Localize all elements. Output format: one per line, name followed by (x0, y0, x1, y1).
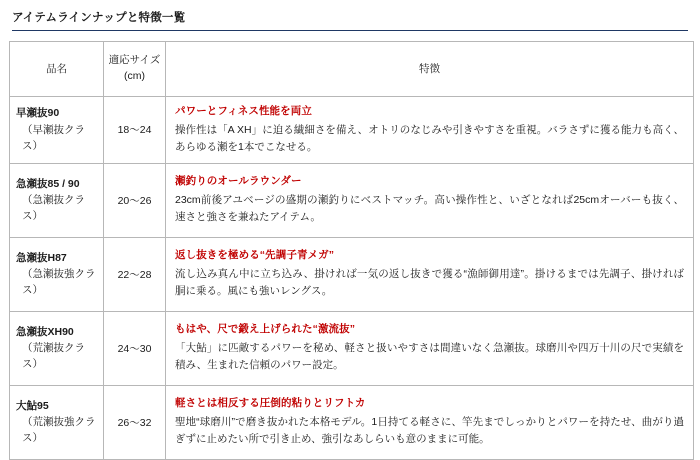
cell-product-name (10, 311, 104, 385)
column-header-size-line1: 適応サイズ (108, 54, 161, 67)
column-header-size (104, 41, 166, 96)
cell-size: 18～24 (104, 96, 166, 163)
title-divider (12, 30, 688, 31)
cell-product-name (10, 237, 104, 311)
product-name: 急瀬抜85 / 90 (16, 177, 80, 190)
cell-size: 20～26 (104, 163, 166, 237)
cell-feature (166, 163, 694, 237)
cell-feature (166, 385, 694, 459)
cell-product-name (10, 385, 104, 459)
table-row (10, 385, 694, 459)
feature-headline: パワーとフィネス性能を両立 (175, 104, 312, 117)
table-row (10, 311, 694, 385)
title-block (8, 10, 692, 35)
product-class: （急瀬抜強クラス） (22, 268, 96, 297)
column-header-name: 品名 (10, 41, 104, 96)
table-row (10, 163, 694, 237)
feature-description: 「大鮎」に匹敵するパワーを秘め、軽さと扱いやすさは間違いなく急瀬抜。球磨川や四万十川の尺で実績を積み、生まれた信頼のパワー設定。 (175, 342, 684, 372)
product-name: 大鮎95 (16, 399, 49, 412)
product-class: （荒瀬抜強クラス） (22, 416, 96, 445)
table-body (10, 96, 694, 459)
product-class: （早瀬抜クラス） (22, 123, 85, 152)
product-class: （急瀬抜クラス） (22, 194, 85, 223)
cell-feature (166, 237, 694, 311)
cell-product-name (10, 163, 104, 237)
table-header (10, 41, 694, 96)
feature-description: 操作性は「A XH」に迫る繊細さを備え、オトリのなじみや引きやすさを重視。バラさずに獲る能力も高く、あらゆる瀬を1本でこなせる。 (175, 123, 684, 153)
page-title: アイテムラインナップと特徴一覧 (12, 12, 186, 24)
column-header-feature: 特徴 (166, 41, 694, 96)
cell-product-name (10, 96, 104, 163)
feature-headline: 瀬釣りのオールラウンダー (175, 175, 302, 188)
table-header-row (10, 41, 694, 96)
feature-description: 23cm前後アユベージの盛期の瀬釣りにベストマッチ。高い操作性と、いざとなれば25cmオーバーも抜く、速さと強さを兼ねたアイテム。 (175, 194, 684, 224)
product-name: 急瀬抜XH90 (16, 325, 74, 338)
cell-feature (166, 311, 694, 385)
table-row (10, 237, 694, 311)
column-header-size-line2: (cm) (124, 69, 145, 82)
product-class: （荒瀬抜クラス） (22, 342, 85, 371)
cell-feature (166, 96, 694, 163)
feature-description: 流し込み真ん中に立ち込み、掛ければ一気の返し抜きで獲る“漁師御用達”。掛けるまでは先調子、掛ければ胴に乗る。風にも強いレングス。 (175, 268, 684, 298)
cell-size: 26～32 (104, 385, 166, 459)
cell-size: 24～30 (104, 311, 166, 385)
cell-size: 22～28 (104, 237, 166, 311)
product-name: 急瀬抜H87 (16, 251, 67, 264)
feature-headline: 返し抜きを極める“先調子青メガ” (175, 249, 335, 262)
feature-headline: 軽さとは相反する圧倒的粘りとリフトカ (175, 397, 366, 410)
table-row (10, 96, 694, 163)
feature-description: 聖地“球磨川”で磨き抜かれた本格モデル。1日持てる軽さに、竿先までしっかりとパワーを持たせ、曲がり過ぎずに止めたい所で引き止め、強引なあしらいも意のままに可能。 (175, 416, 684, 446)
feature-headline: もはや、尺で鍛え上げられた“激流抜” (175, 323, 356, 336)
product-name: 早瀬抜90 (16, 107, 60, 120)
item-lineup-table (9, 41, 694, 460)
